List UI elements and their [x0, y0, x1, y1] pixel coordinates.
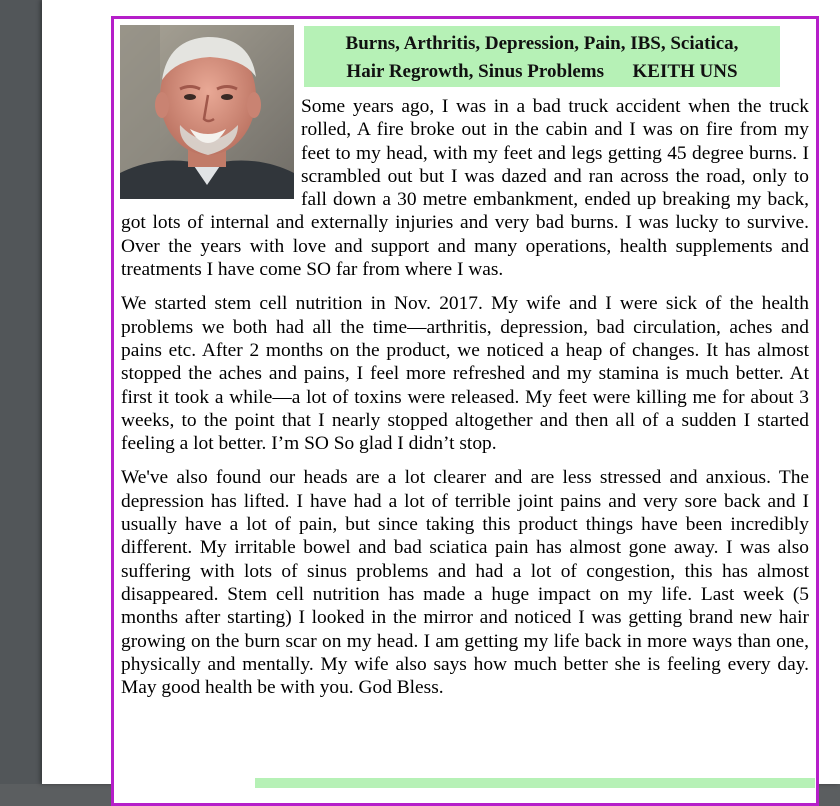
headline-line-2: Hair Regrowth, Sinus Problems KEITH UNS [346, 61, 738, 82]
headline-line-1: Burns, Arthritis, Depression, Pain, IBS, Sciatica, [345, 33, 739, 54]
paragraph-2: We started stem cell nutrition in Nov. 2017. My wife and I were sick of the health problems we both had all the time—arthritis, depression, bad circulation, aches and pains etc. After 2 months on the product, we noticed a heap of changes. It has almost stopped the aches and pains, I feel more refreshed and my stamina is much better. At first it took a while—a lot of toxins were released. My feet were killing me for about 3 weeks, to the point that I nearly stopped altogether and then all of a sudden I started feeling a lot better. I’m SO So glad I didn’t stop. [121, 293, 809, 455]
next-section-header-strip [255, 778, 815, 788]
photo-float-space [121, 95, 301, 194]
testimonial-body [121, 95, 809, 699]
paragraph-1 [121, 95, 809, 281]
viewer-gutter [0, 0, 42, 784]
testimonial-box [111, 16, 819, 806]
testimonial-headline [304, 26, 780, 87]
paragraph-1-text: Some years ago, I was in a bad truck accident when the truck rolled, A fire broke out in the cabin and I was on fire from my feet to my head, with my feet and legs getting 45 degree burns. I scrambled out but I was dazed and ran across the road, only to fall down a 30 metre embankment, ended up breaking my back, got lots of internal and externally injuries and very bad burns. I was lucky to survive. Over the years with love and support and many operations, health supplements and treatments I have come SO far from where I was. [121, 96, 809, 281]
paragraph-3: We've also found our heads are a lot clearer and are less stressed and anxious. The depression has lifted. I have had a lot of terrible joint pains and very sore back and I usually have a lot of pain, but since taking this product things have been incredibly different. My irritable bowel and bad sciatica pain has almost gone away. I was also suffering with lots of sinus problems and had a lot of congestion, this has almost disappeared. Stem cell nutrition has made a huge impact on my life. Last week (5 months after starting) I looked in the mirror and noticed I was getting brand new hair growing on the burn scar on my head. I am getting my life back in more ways than one, physically and mentally. My wife also says how much better she is feeling every day. May good health be with you. God Bless. [121, 467, 809, 699]
